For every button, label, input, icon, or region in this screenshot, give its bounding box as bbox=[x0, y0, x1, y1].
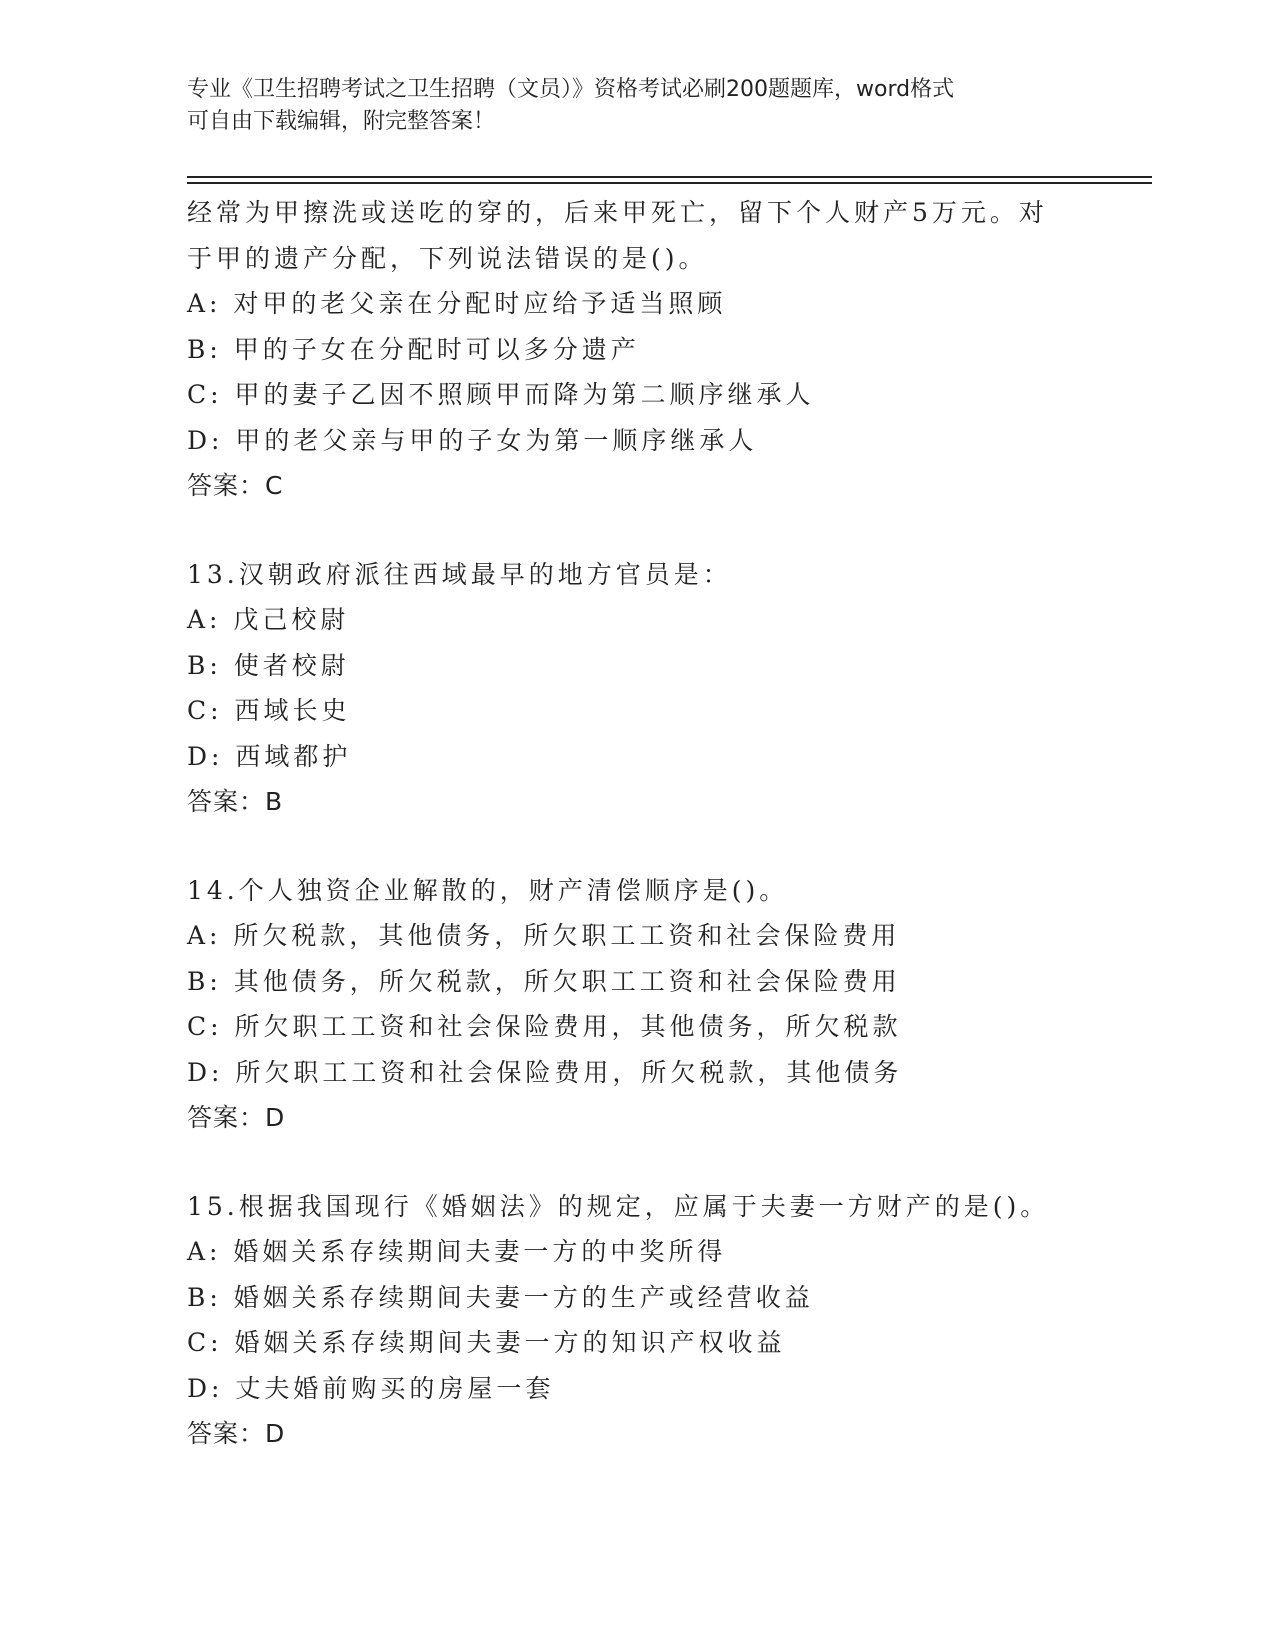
option-b: B: 使者校尉 bbox=[187, 650, 350, 680]
question-text: 13.汉朝政府派往西域最早的地方官员是： bbox=[187, 559, 732, 589]
option-c: C: 甲的妻子乙因不照顾甲而降为第二顺序继承人 bbox=[187, 380, 815, 409]
question-block-14 bbox=[187, 868, 1147, 1141]
answer-label: 答案：C bbox=[187, 471, 284, 500]
header-line-1: 专业《卫生招聘考试之卫生招聘（文员）》资格考试必刷200题题库，word格式 bbox=[187, 77, 955, 102]
option-a: A: 婚姻关系存续期间夫妻一方的中奖所得 bbox=[187, 1237, 727, 1266]
option-a: A: 所欠税款，其他债务，所欠职工工资和社会保险费用 bbox=[187, 921, 901, 950]
question-text-line: 经常为甲擦洗或送吃的穿的，后来甲死亡，留下个人财产5万元。对 bbox=[187, 198, 1048, 227]
spacer bbox=[187, 509, 1147, 552]
option-d: D: 西域都护 bbox=[187, 741, 352, 771]
spacer bbox=[187, 1141, 1147, 1184]
option-b: B: 婚姻关系存续期间夫妻一方的生产或经营收益 bbox=[187, 1282, 814, 1312]
option-a: A: 戊己校尉 bbox=[187, 605, 350, 634]
document-body bbox=[187, 190, 1147, 1457]
option-d: D: 甲的老父亲与甲的子女为第一顺序继承人 bbox=[187, 425, 758, 455]
answer-label: 答案：B bbox=[187, 787, 284, 816]
header-divider-bottom bbox=[187, 182, 1152, 184]
header-divider-top bbox=[187, 176, 1152, 178]
spacer bbox=[187, 825, 1147, 868]
header-line-2: 可自由下载编辑，附完整答案！ bbox=[187, 109, 496, 134]
question-block-12 bbox=[187, 190, 1147, 509]
question-text: 14.个人独资企业解散的，财产清偿顺序是()。 bbox=[187, 875, 789, 905]
option-b: B: 甲的子女在分配时可以多分遗产 bbox=[187, 334, 640, 364]
option-c: C: 所欠职工工资和社会保险费用，其他债务，所欠税款 bbox=[187, 1012, 902, 1041]
question-text: 15.根据我国现行《婚姻法》的规定，应属于夫妻一方财产的是()。 bbox=[187, 1191, 1050, 1221]
option-c: C: 婚姻关系存续期间夫妻一方的知识产权收益 bbox=[187, 1328, 786, 1357]
option-c: C: 西域长史 bbox=[187, 696, 351, 725]
option-b: B: 其他债务，所欠税款，所欠职工工资和社会保险费用 bbox=[187, 966, 901, 996]
document-header bbox=[187, 74, 1087, 138]
question-block-13 bbox=[187, 552, 1147, 825]
answer-label: 答案：D bbox=[187, 1103, 286, 1132]
question-block-15 bbox=[187, 1184, 1147, 1457]
answer-label: 答案：D bbox=[187, 1419, 286, 1448]
option-d: D: 所欠职工工资和社会保险费用，所欠税款，其他债务 bbox=[187, 1057, 903, 1087]
option-d: D: 丈夫婚前购买的房屋一套 bbox=[187, 1373, 555, 1403]
question-text-line: 于甲的遗产分配，下列说法错误的是()。 bbox=[187, 243, 708, 273]
option-a: A: 对甲的老父亲在分配时应给予适当照顾 bbox=[187, 289, 727, 318]
